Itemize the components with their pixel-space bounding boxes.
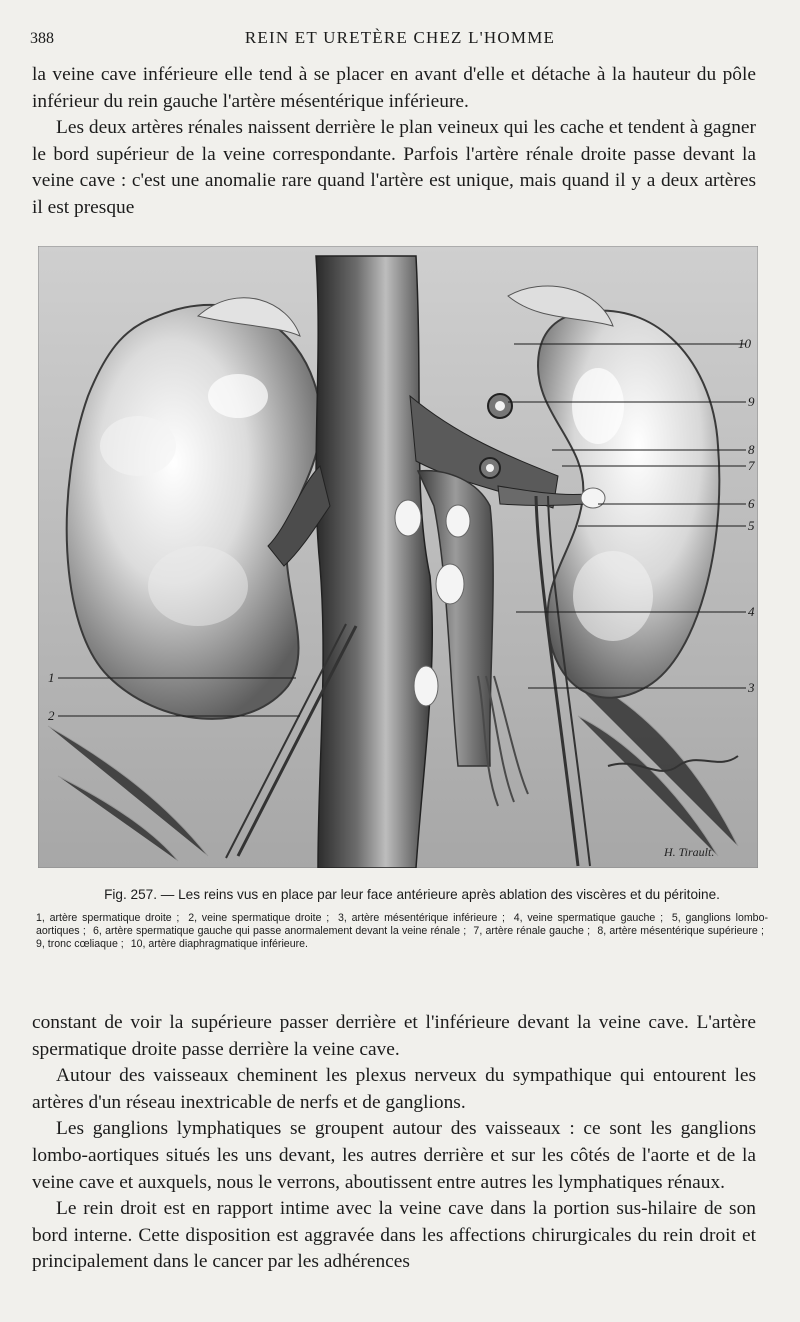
running-head xyxy=(0,28,800,52)
paragraph: Le rein droit est en rapport intime avec la veine cave dans la portion sus-hilaire de son bord interne. Cette disposition est aggravée dans les affections chirurgicales du rein droit et principalement dans le cancer par les adhérences xyxy=(32,1198,756,1273)
figure-caption xyxy=(36,886,768,951)
paragraph: constant de voir la supérieure passer derrière et l'inférieure devant la veine cave. L'artère spermatique droite passe derrière la veine cave. xyxy=(32,1012,756,1060)
callout-label: 4 xyxy=(748,604,755,619)
callout-label: 3 xyxy=(748,680,755,695)
paragraph: Les ganglions lymphatiques se groupent autour des vaisseaux : ce sont les ganglions lombo-aortiques situés les uns devant, les autres derrière et sur les côtés de l'aorte et de la veine cave et auxquels, nous le verrons, aboutissent entre autres les lymphatiques rénaux. xyxy=(32,1118,756,1193)
legend-item: 1, artère spermatique droite ; xyxy=(36,912,180,924)
callout-label: 2 xyxy=(48,708,55,723)
legend-item: 4, veine spermatique gauche ; xyxy=(513,912,664,924)
illustrator-signature: H. Tirault. xyxy=(664,845,715,859)
callout-label: 10 xyxy=(738,336,751,351)
callout-label: 7 xyxy=(748,458,755,473)
legend-item: 3, artère mésentérique inférieure ; xyxy=(338,912,505,924)
callout-label: 9 xyxy=(748,394,755,409)
legend-item: 2, veine spermatique droite ; xyxy=(188,912,330,924)
legend-item: 8, artère mésentérique supérieure ; xyxy=(597,925,764,937)
caption-legend xyxy=(36,912,768,951)
legend-item: 10, artère diaphragmatique inférieure. xyxy=(130,938,308,950)
caption-title: Fig. 257. — Les reins vus en place par leur face antérieure après ablation des viscères et du péritoine. xyxy=(104,887,720,902)
legend-item: 5, ganglions lombo-aortiques ; xyxy=(36,912,768,937)
paragraph: Les deux artères rénales naissent derrière le plan veineux qui les cache et tendent à gagner le bord supérieur de la veine correspondante. Parfois l'artère rénale droite passe devant la veine cave : c'est une anomalie rare quand l'artère est unique, mais quand il y a deux artères il est presque xyxy=(32,117,756,218)
kidneys-illustration xyxy=(38,246,758,868)
callout-label: 6 xyxy=(748,496,755,511)
legend-item: 7, artère rénale gauche ; xyxy=(473,925,591,937)
text-block-bottom xyxy=(32,1010,756,1276)
callout-label: 1 xyxy=(48,670,55,685)
legend-item: 6, artère spermatique gauche qui passe anormalement devant la veine rénale ; xyxy=(93,925,467,937)
anatomical-plate xyxy=(38,246,758,868)
paragraph: Autour des vaisseaux cheminent les plexus nerveux du sympathique qui entourent les artères d'un réseau inextricable de nerfs et de ganglions. xyxy=(32,1065,756,1113)
running-title: REIN ET URETÈRE CHEZ L'HOMME xyxy=(244,28,556,47)
legend-item: 9, tronc cœliaque ; xyxy=(36,938,124,950)
right-kidney xyxy=(67,305,321,719)
paragraph: la veine cave inférieure elle tend à se placer en avant d'elle et détache à la hauteur du pôle inférieur du rein gauche l'artère mésentérique inférieure. xyxy=(32,64,756,112)
page-number: 388 xyxy=(30,30,54,47)
text-block-top xyxy=(32,62,756,222)
callout-label: 5 xyxy=(748,518,755,533)
vena-cava xyxy=(316,256,432,868)
callout-label: 8 xyxy=(748,442,755,457)
